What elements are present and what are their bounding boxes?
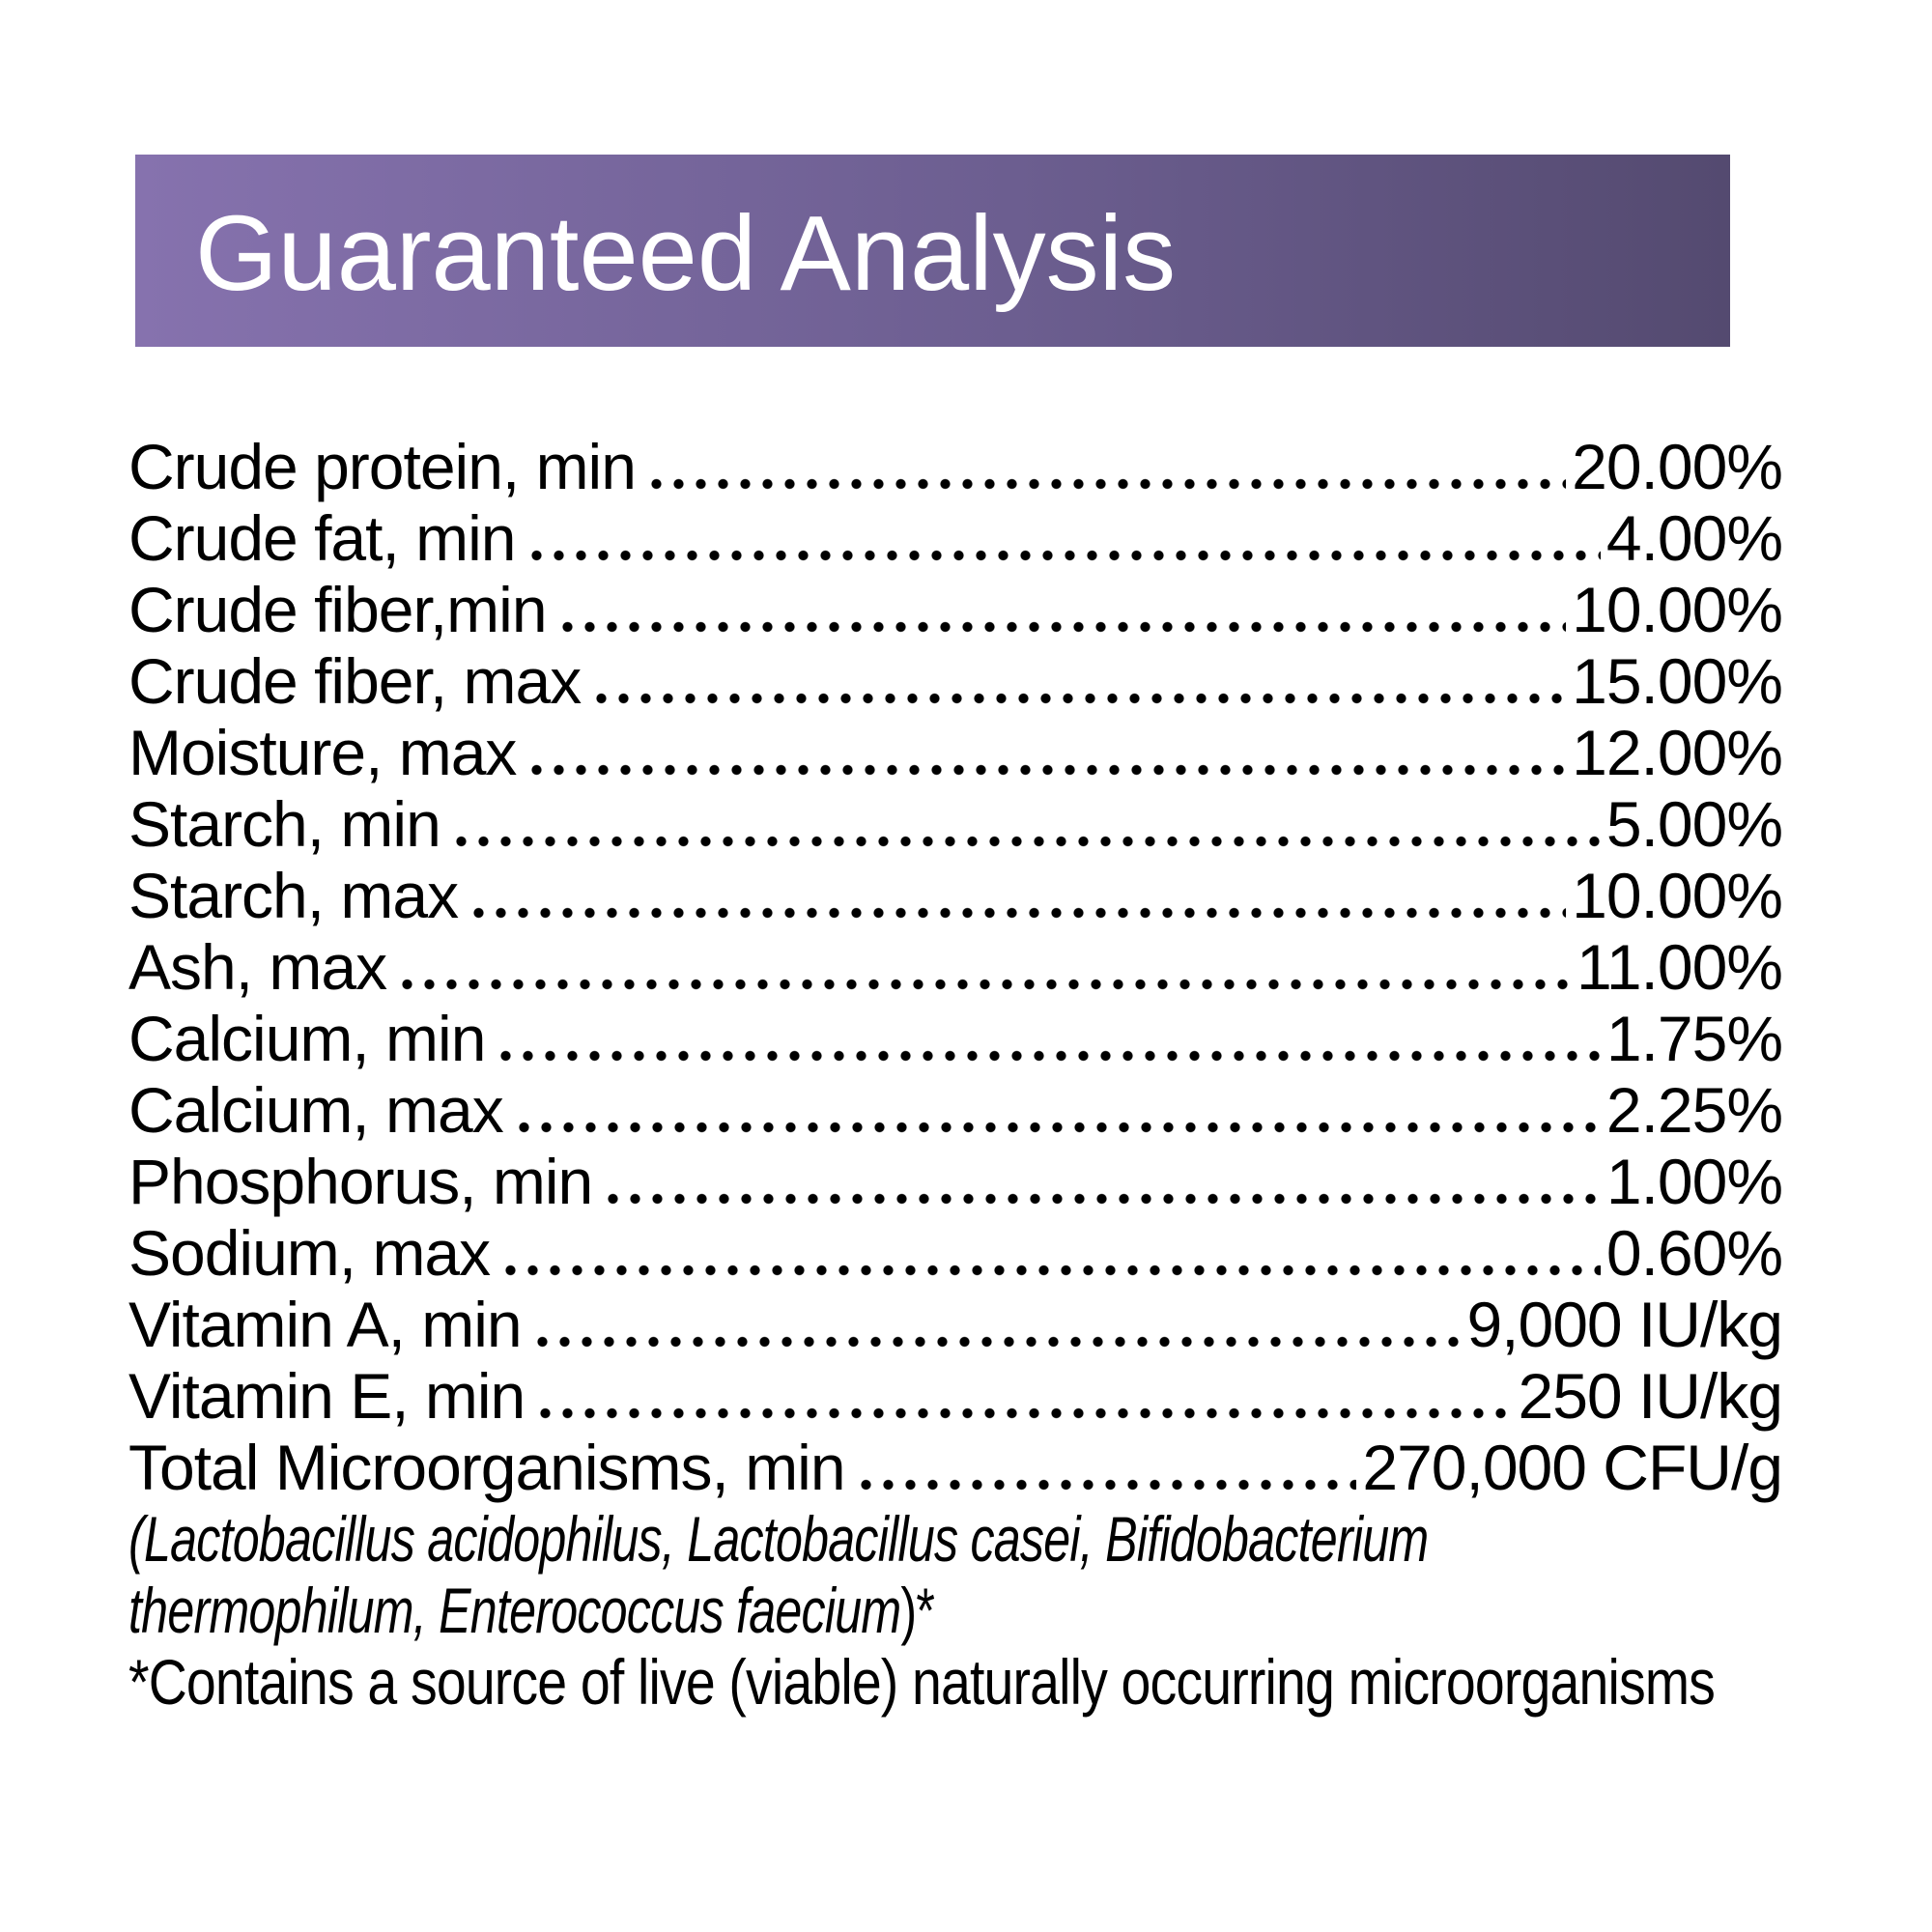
nutrient-value: 250 IU/kg: [1518, 1360, 1782, 1432]
analysis-row: [128, 1432, 1782, 1503]
nutrient-label: Total Microorganisms, min: [128, 1432, 845, 1503]
species-names-line-1: (Lactobacillus acidophilus, Lactobacillus casei, Bifidobacterium: [128, 1503, 1429, 1575]
nutrient-label: Crude protein, min: [128, 431, 636, 502]
nutrient-label: Crude fiber,min: [128, 574, 547, 645]
nutrient-value: 5.00%: [1605, 788, 1782, 860]
nutrient-value: 12.00%: [1572, 717, 1782, 788]
dotted-leader: [645, 431, 1566, 502]
dotted-leader: [468, 860, 1566, 931]
dotted-leader: [526, 717, 1566, 788]
species-names-line-2: thermophilum, Enterococcus faecium: [128, 1575, 901, 1646]
nutrient-value: 1.00%: [1605, 1146, 1782, 1217]
dotted-leader: [396, 931, 1571, 1003]
nutrient-value: 1.75%: [1605, 1003, 1782, 1074]
nutrient-value: 10.00%: [1572, 574, 1782, 645]
dotted-leader: [513, 1074, 1601, 1146]
analysis-row: [128, 1360, 1782, 1432]
nutrient-label: Calcium, min: [128, 1003, 486, 1074]
dotted-leader: [534, 1360, 1512, 1432]
dotted-leader: [531, 1289, 1462, 1360]
microorganism-species-line-2: [128, 1575, 1782, 1646]
nutrient-value: 2.25%: [1605, 1074, 1782, 1146]
analysis-row: [128, 1003, 1782, 1074]
analysis-row: [128, 931, 1782, 1003]
nutrient-value: 9,000 IU/kg: [1466, 1289, 1782, 1360]
nutrient-value: 11.00%: [1577, 931, 1782, 1003]
dotted-leader: [495, 1003, 1600, 1074]
microorganism-species-line-1: [128, 1503, 1782, 1575]
nutrient-value: 0.60%: [1605, 1217, 1782, 1289]
nutrient-value: 270,000 CFU/g: [1362, 1432, 1782, 1503]
section-header-bar: [135, 155, 1730, 347]
nutrient-label: Crude fat, min: [128, 502, 516, 574]
analysis-table: [128, 431, 1782, 1718]
analysis-row: [128, 1289, 1782, 1360]
section-title: Guaranteed Analysis: [195, 193, 1177, 313]
analysis-row: [128, 1217, 1782, 1289]
dotted-leader: [590, 645, 1566, 717]
analysis-row: [128, 431, 1782, 502]
nutrient-value: 15.00%: [1572, 645, 1782, 717]
dotted-leader: [526, 502, 1601, 574]
footnote-line: [128, 1646, 1782, 1718]
nutrient-label: Moisture, max: [128, 717, 517, 788]
nutrient-label: Vitamin A, min: [128, 1289, 522, 1360]
nutrient-value: 4.00%: [1605, 502, 1782, 574]
analysis-row: [128, 1074, 1782, 1146]
nutrient-label: Calcium, max: [128, 1074, 503, 1146]
nutrient-label: Ash, max: [128, 931, 387, 1003]
nutrient-label: Crude fiber, max: [128, 645, 582, 717]
analysis-row: [128, 574, 1782, 645]
analysis-row: [128, 788, 1782, 860]
analysis-row: [128, 502, 1782, 574]
dotted-leader: [499, 1217, 1601, 1289]
nutrient-value: 20.00%: [1572, 431, 1782, 502]
analysis-row: [128, 717, 1782, 788]
dotted-leader: [450, 788, 1601, 860]
dotted-leader: [602, 1146, 1601, 1217]
nutrient-value: 10.00%: [1572, 860, 1782, 931]
analysis-row: [128, 860, 1782, 931]
nutrient-label: Starch, max: [128, 860, 459, 931]
analysis-row: [128, 645, 1782, 717]
nutrient-label: Vitamin E, min: [128, 1360, 526, 1432]
dotted-leader: [556, 574, 1567, 645]
analysis-rows: [128, 431, 1782, 1503]
species-note-closing-mark: )*: [900, 1575, 935, 1646]
analysis-row: [128, 1146, 1782, 1217]
nutrient-label: Starch, min: [128, 788, 440, 860]
nutrient-label: Phosphorus, min: [128, 1146, 593, 1217]
footnote-text: *Contains a source of live (viable) naturally occurring microorganisms: [128, 1646, 1716, 1718]
dotted-leader: [855, 1432, 1357, 1503]
nutrient-label: Sodium, max: [128, 1217, 491, 1289]
